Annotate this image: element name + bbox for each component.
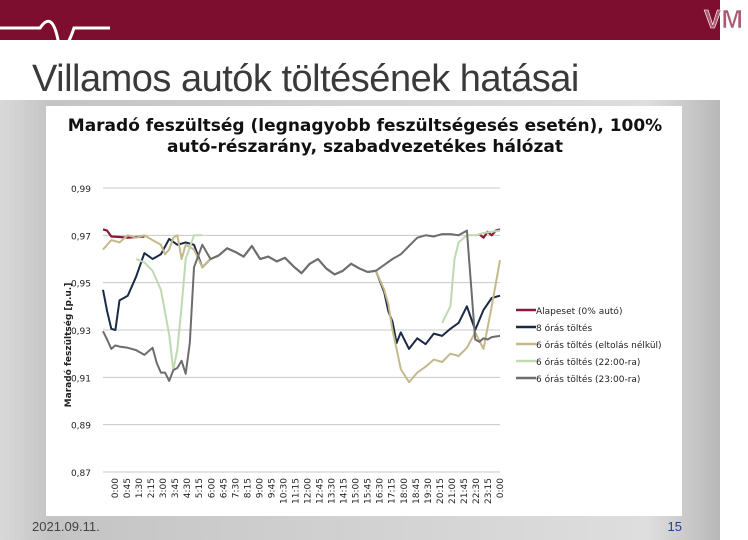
x-tick-label: 16:30 <box>375 478 386 504</box>
x-tick-label: 20:15 <box>435 478 446 504</box>
x-tick-label: 21:00 <box>447 478 458 504</box>
x-tick-label: 7:30 <box>231 478 242 499</box>
x-tick-label: 15:45 <box>363 478 374 504</box>
series-line-3 <box>103 235 500 382</box>
x-tick-label: 9:45 <box>267 478 278 499</box>
x-tick-label: 23:15 <box>483 478 494 504</box>
chart-title: Maradó feszültség (legnagyobb feszültségesés esetén), 100% autó-részarány, szabadvezetékes hálózat <box>67 116 663 157</box>
x-tick-label: 1:30 <box>135 478 146 499</box>
x-tick-label: 12:45 <box>315 478 326 504</box>
x-tick-label: 15:00 <box>351 478 362 504</box>
x-tick-label: 6:00 <box>207 478 218 499</box>
x-tick-label: 10:30 <box>279 478 290 504</box>
x-tick-label: 21:45 <box>459 478 470 504</box>
legend-label-1: Alapeset (0% autó) <box>536 307 623 317</box>
x-tick-label: 22:30 <box>471 478 482 504</box>
y-tick-label: 0,93 <box>70 327 91 337</box>
y-tick-label: 0,97 <box>70 232 91 243</box>
x-tick-label: 0:45 <box>123 478 134 499</box>
legend-label-3: 6 órás töltés (eltolás nélkül) <box>536 341 662 351</box>
x-tick-label: 18:00 <box>399 478 410 504</box>
x-tick-label: 13:30 <box>327 478 338 504</box>
footer-date: 2021.09.11. <box>32 519 100 534</box>
x-tick-label: 4:30 <box>183 478 194 499</box>
y-tick-label: 0,91 <box>70 374 91 385</box>
x-tick-label: 0:00 <box>496 478 506 499</box>
y-tick-label: 0,95 <box>70 279 91 290</box>
legend-label-5: 6 órás töltés (23:00-ra) <box>536 375 641 385</box>
x-tick-label: 3:00 <box>159 478 170 499</box>
x-tick-label: 8:15 <box>243 478 254 499</box>
x-tick-label: 6:45 <box>219 478 230 499</box>
x-tick-label: 19:30 <box>423 478 434 504</box>
y-tick-label: 0,89 <box>70 421 91 432</box>
logo-text: VM <box>704 4 743 34</box>
x-tick-label: 12:00 <box>303 478 314 504</box>
y-axis-title: Maradó feszültség [p.u.] <box>64 282 74 408</box>
legend-label-2: 8 órás töltés <box>536 324 593 334</box>
slide-title: Villamos autók töltésének hatásai <box>32 58 579 100</box>
y-tick-label: 0,99 <box>70 185 91 195</box>
x-tick-label: 5:15 <box>195 478 206 499</box>
y-tick-label: 0,87 <box>70 469 91 479</box>
x-tick-label: 18:45 <box>411 478 422 504</box>
legend-label-4: 6 órás töltés (22:00-ra) <box>536 358 641 368</box>
page-number: 15 <box>667 519 682 534</box>
x-tick-label: 3:45 <box>171 478 182 499</box>
x-tick-label: 9:00 <box>255 478 266 499</box>
x-tick-label: 11:15 <box>291 478 302 504</box>
x-tick-label: 2:15 <box>147 478 158 499</box>
x-tick-label: 17:15 <box>387 478 398 504</box>
x-tick-label: 0:00 <box>111 478 121 499</box>
x-tick-label: 14:15 <box>339 478 350 504</box>
